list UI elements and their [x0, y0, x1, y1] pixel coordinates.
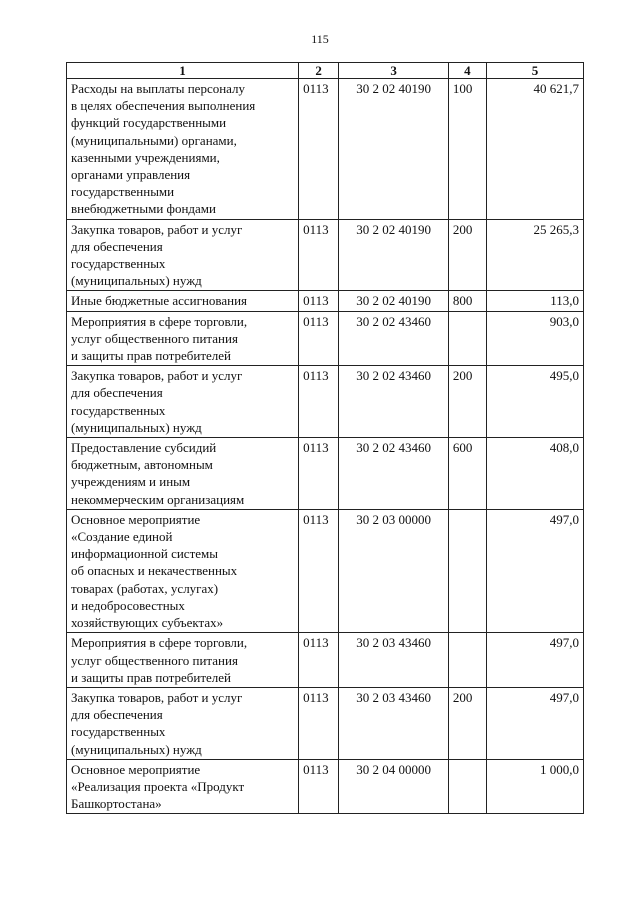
table-row — [67, 366, 584, 438]
target-article-cell: 30 2 02 40190 — [339, 79, 449, 220]
table-row — [67, 687, 584, 759]
expense-name-cell: Закупка товаров, работ и услуг для обеспечения государственных (муниципальных) нужд — [67, 366, 299, 438]
section-code-cell: 0113 — [299, 759, 339, 814]
section-code-cell: 0113 — [299, 633, 339, 688]
expense-name-cell: Предоставление субсидий бюджетным, автономным учреждениям и иным некоммерческим организациям — [67, 438, 299, 510]
amount-cell: 1 000,0 — [486, 759, 583, 814]
column-header-4: 4 — [448, 63, 486, 79]
expense-name-cell: Мероприятия в сфере торговли, услуг общественного питания и защиты прав потребителей — [67, 633, 299, 688]
amount-cell: 113,0 — [486, 291, 583, 311]
column-header-3: 3 — [339, 63, 449, 79]
table-row — [67, 438, 584, 510]
amount-cell: 497,0 — [486, 687, 583, 759]
expense-type-cell — [448, 509, 486, 632]
table-row — [67, 633, 584, 688]
target-article-cell: 30 2 02 40190 — [339, 219, 449, 291]
table-row — [67, 759, 584, 814]
budget-table — [66, 62, 584, 814]
target-article-cell: 30 2 02 43460 — [339, 438, 449, 510]
section-code-cell: 0113 — [299, 79, 339, 220]
header-row — [67, 63, 584, 79]
column-header-1: 1 — [67, 63, 299, 79]
amount-cell: 903,0 — [486, 311, 583, 366]
amount-cell: 497,0 — [486, 509, 583, 632]
table-header — [67, 63, 584, 79]
amount-cell: 497,0 — [486, 633, 583, 688]
target-article-cell: 30 2 02 40190 — [339, 291, 449, 311]
expense-name-cell: Мероприятия в сфере торговли, услуг общественного питания и защиты прав потребителей — [67, 311, 299, 366]
table-row — [67, 219, 584, 291]
section-code-cell: 0113 — [299, 291, 339, 311]
expense-type-cell: 100 — [448, 79, 486, 220]
table-row — [67, 291, 584, 311]
expense-type-cell: 200 — [448, 219, 486, 291]
table-row — [67, 311, 584, 366]
expense-type-cell: 600 — [448, 438, 486, 510]
target-article-cell: 30 2 04 00000 — [339, 759, 449, 814]
section-code-cell: 0113 — [299, 438, 339, 510]
table-body — [67, 79, 584, 814]
expense-name-cell: Основное мероприятие «Создание единой информационной системы об опасных и некачественных товарах (работах, услугах) и недобросовестных хозяйствующих субъектах» — [67, 509, 299, 632]
expense-name-cell: Иные бюджетные ассигнования — [67, 291, 299, 311]
expense-type-cell: 200 — [448, 687, 486, 759]
expense-name-cell: Закупка товаров, работ и услуг для обеспечения государственных (муниципальных) нужд — [67, 687, 299, 759]
target-article-cell: 30 2 03 00000 — [339, 509, 449, 632]
target-article-cell: 30 2 02 43460 — [339, 311, 449, 366]
expense-type-cell: 200 — [448, 366, 486, 438]
expense-type-cell: 800 — [448, 291, 486, 311]
amount-cell: 408,0 — [486, 438, 583, 510]
expense-name-cell: Закупка товаров, работ и услуг для обеспечения государственных (муниципальных) нужд — [67, 219, 299, 291]
amount-cell: 495,0 — [486, 366, 583, 438]
amount-cell: 40 621,7 — [486, 79, 583, 220]
expense-type-cell — [448, 633, 486, 688]
section-code-cell: 0113 — [299, 509, 339, 632]
section-code-cell: 0113 — [299, 311, 339, 366]
column-header-2: 2 — [299, 63, 339, 79]
target-article-cell: 30 2 02 43460 — [339, 366, 449, 438]
section-code-cell: 0113 — [299, 687, 339, 759]
table-row — [67, 509, 584, 632]
expense-type-cell — [448, 759, 486, 814]
section-code-cell: 0113 — [299, 219, 339, 291]
expense-name-cell: Расходы на выплаты персоналу в целях обеспечения выполнения функций государственными (муниципальными) органами, казенными учреждениями, органами управления государственными внебюджетными фондами — [67, 79, 299, 220]
table-row — [67, 79, 584, 220]
section-code-cell: 0113 — [299, 366, 339, 438]
target-article-cell: 30 2 03 43460 — [339, 633, 449, 688]
expense-type-cell — [448, 311, 486, 366]
target-article-cell: 30 2 03 43460 — [339, 687, 449, 759]
expense-name-cell: Основное мероприятие «Реализация проекта «Продукт Башкортостана» — [67, 759, 299, 814]
page-number: 115 — [311, 32, 329, 46]
amount-cell: 25 265,3 — [486, 219, 583, 291]
column-header-5: 5 — [486, 63, 583, 79]
